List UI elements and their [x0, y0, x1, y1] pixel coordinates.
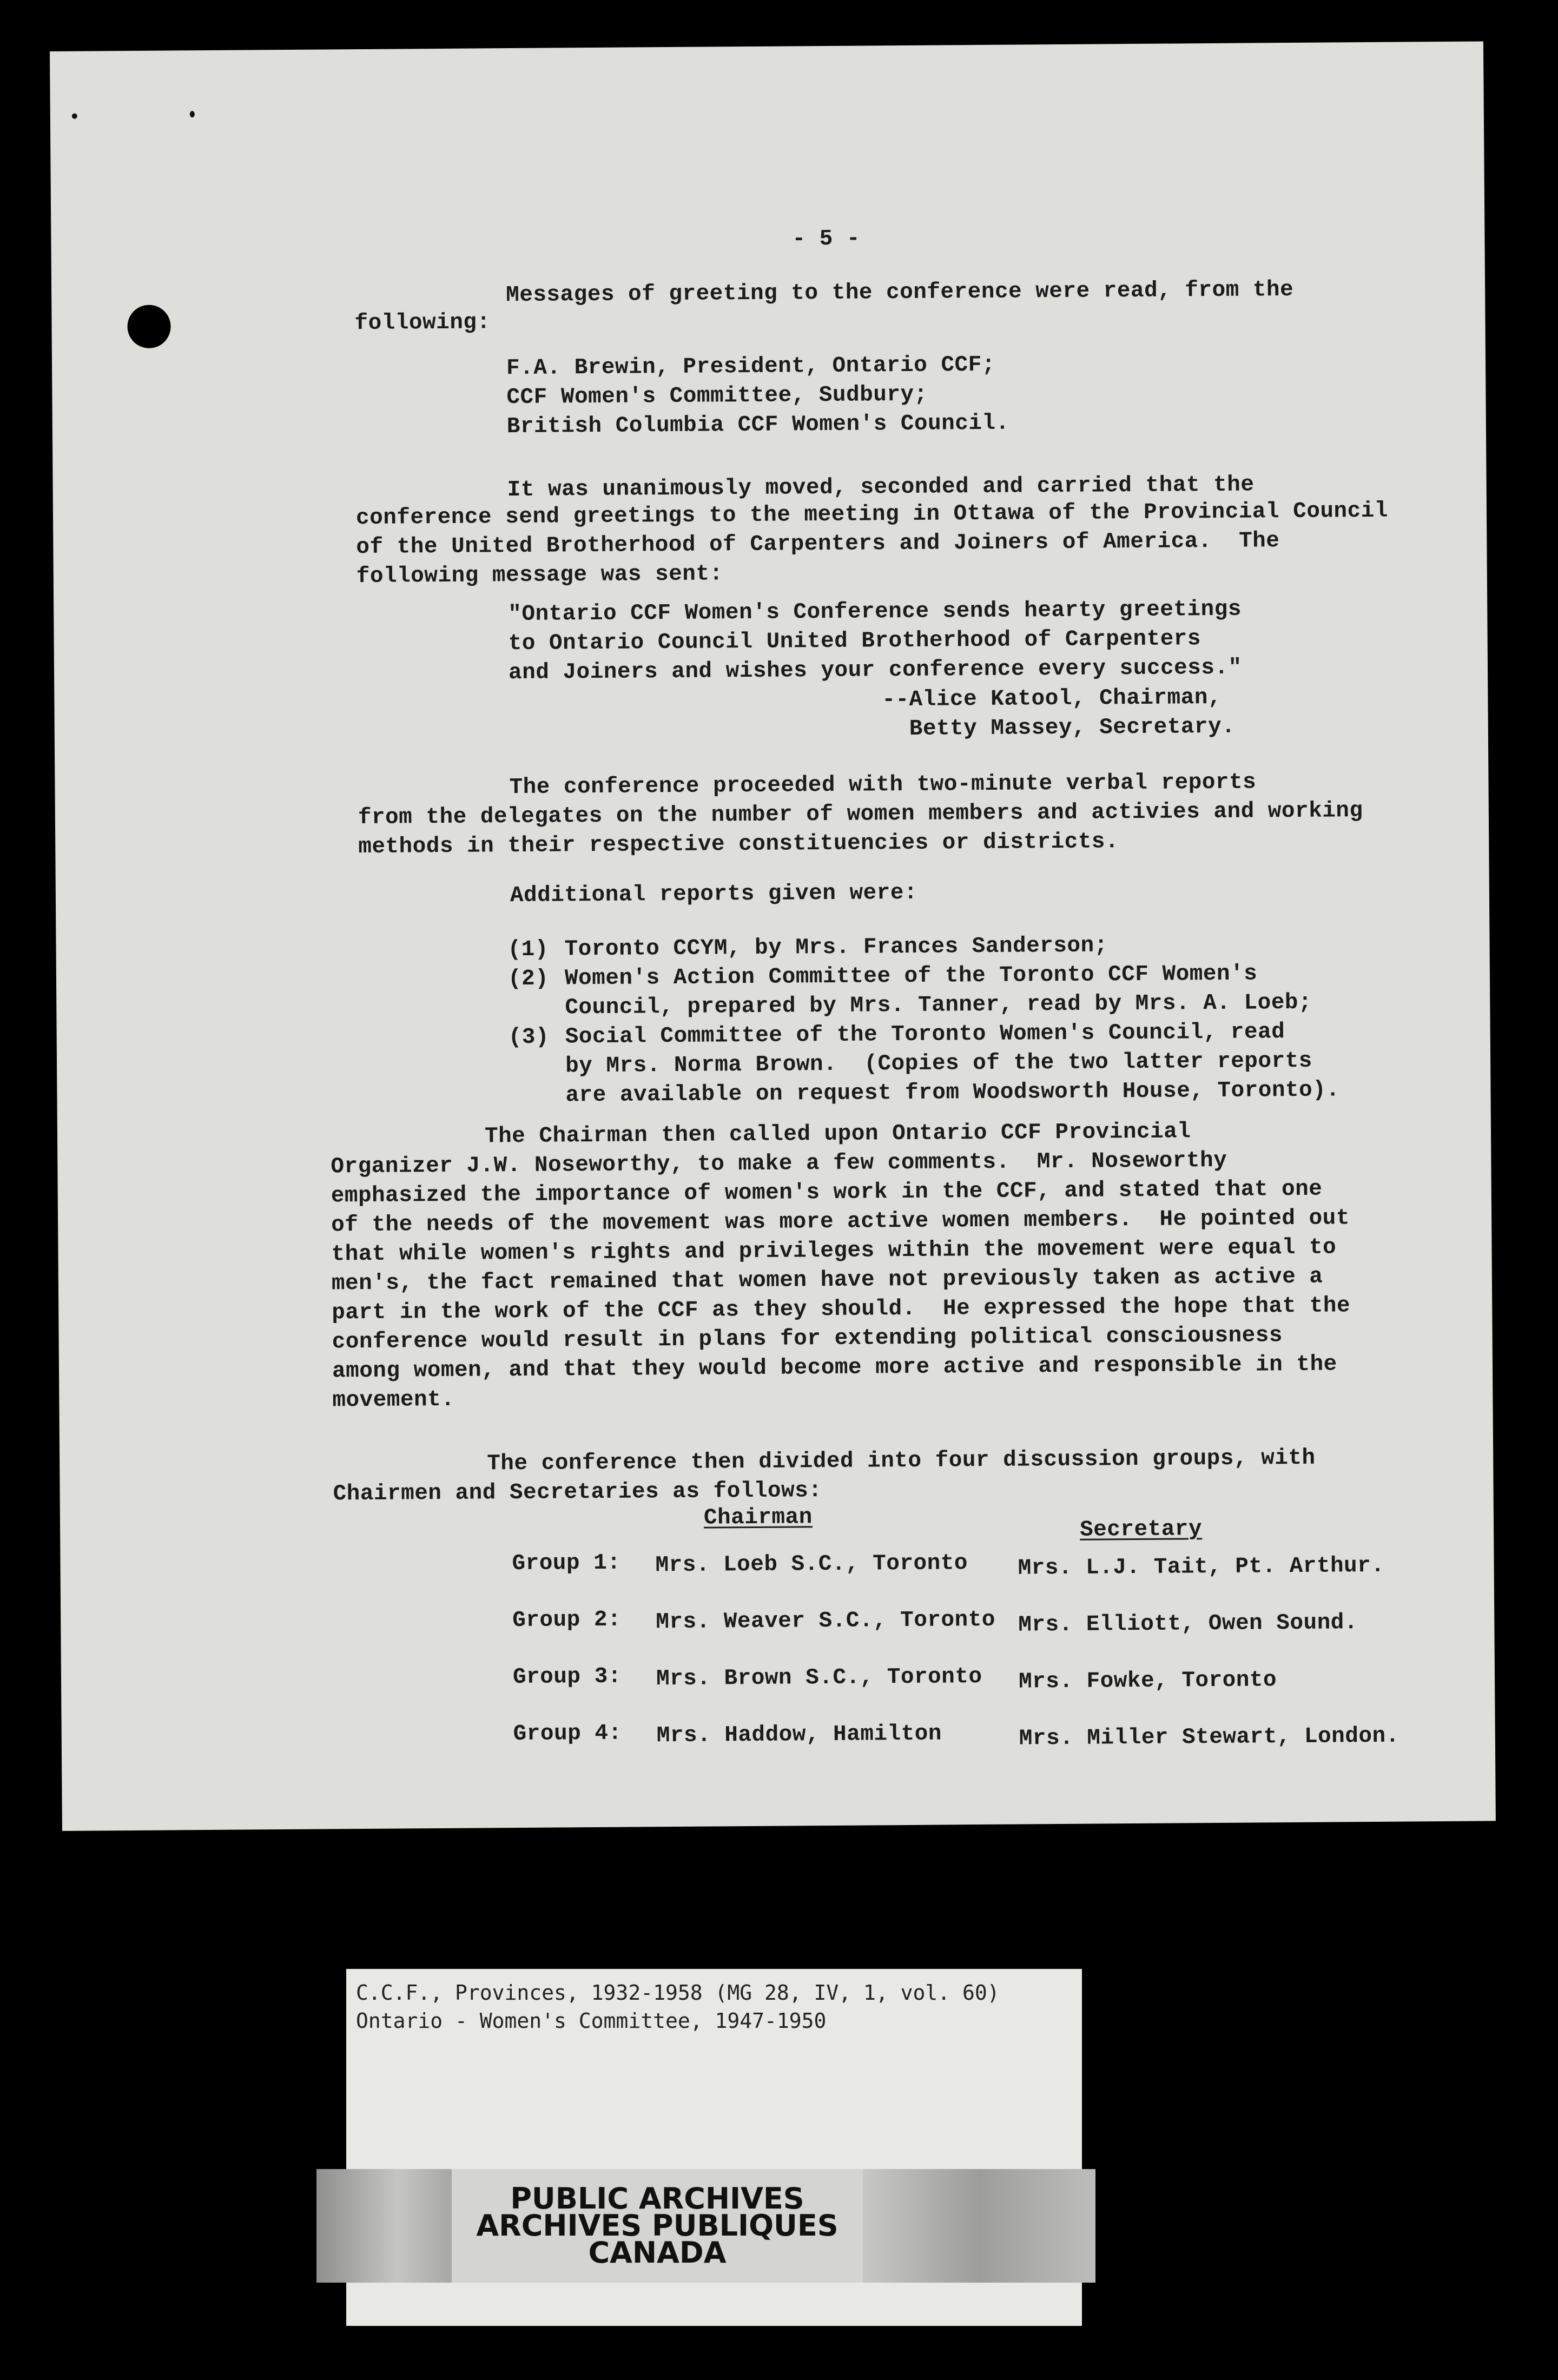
archive-reference [356, 1979, 1000, 2035]
chairman-paragraph [331, 1145, 1351, 1415]
stamp-line: ARCHIVES PUBLIQUES [476, 2209, 839, 2243]
chairman-line: The Chairman then called upon Ontario CCF Provincial [484, 1119, 1191, 1149]
message-line: "Ontario CCF Women's Conference sends hearty greetings [508, 597, 1242, 627]
group-chairman: Mrs. Weaver S.C., Toronto [656, 1607, 996, 1635]
greeting-sender: F.A. Brewin, President, Ontario CCF; [506, 352, 996, 381]
greeting-senders [506, 351, 1009, 441]
motion-paragraph [356, 497, 1389, 591]
groups-intro-line: The conference then divided into four discussion groups, with [487, 1445, 1316, 1477]
chairman-line: part in the work of the CCF as they should. He expressed the hope that the [332, 1293, 1351, 1326]
tape-strip [316, 2169, 452, 2283]
group-chairman: Mrs. Loeb S.C., Toronto [655, 1551, 968, 1578]
additional-heading: Additional reports given were: [510, 880, 918, 909]
message-signature: --Alice Katool, Chairman, [882, 685, 1222, 713]
groups-intro-line: Chairmen and Secretaries as follows: [333, 1478, 822, 1507]
chairman-line: Organizer J.W. Noseworthy, to make a few comments. Mr. Noseworthy [331, 1148, 1227, 1180]
greetings-intro-line: Messages of greeting to the conference were read, from the [506, 277, 1294, 308]
motion-line: of the United Brotherhood of Carpenters and Joiners of America. The [356, 528, 1280, 560]
chairman-line: among women, and that they would become more active and responsible in the [332, 1352, 1337, 1384]
archive-reference-line: Ontario - Women's Committee, 1947-1950 [356, 2009, 827, 2033]
reports-line: from the delegates on the number of women members and activies and working [358, 798, 1363, 831]
archive-reference-line: C.C.F., Provinces, 1932-1958 (MG 28, IV, 1, vol. 60) [356, 1981, 1000, 2005]
group-secretary: Mrs. Fowke, Toronto [1018, 1668, 1277, 1695]
report-number: (1) [507, 937, 549, 963]
group-label: Group 2: [512, 1607, 622, 1634]
quoted-message [508, 595, 1242, 687]
report-number: (3) [508, 1024, 550, 1050]
reports-line: methods in their respective constituencies or districts. [358, 829, 1119, 860]
stamp-line: CANADA [588, 2236, 727, 2270]
greetings-intro-line: following: [354, 310, 491, 336]
stamp-text [452, 2181, 863, 2270]
reports-line: The conference proceeded with two-minute verbal reports [509, 770, 1257, 801]
stamp-line: PUBLIC ARCHIVES [510, 2181, 804, 2216]
group-label: Group 4: [513, 1721, 622, 1747]
chairman-line: that while women's rights and privileges within the movement were equal to [331, 1235, 1337, 1267]
group-secretary: Mrs. Miller Stewart, London. [1019, 1723, 1399, 1751]
tape-strip [863, 2169, 1095, 2283]
chairman-line: of the needs of the movement was more active women members. He pointed out [331, 1206, 1350, 1238]
report-line: Social Committee of the Toronto Women's Council, read [565, 1020, 1285, 1050]
message-line: and Joiners and wishes your conference every success." [508, 655, 1242, 686]
secretary-column-header: Secretary [1079, 1517, 1203, 1543]
message-signature: Betty Massey, Secretary. [909, 714, 1236, 742]
message-line: to Ontario Council United Brotherhood of Carpenters [508, 626, 1201, 657]
chairman-line: men's, the fact remained that women have not previously taken as active a [331, 1264, 1323, 1297]
archives-stamp [316, 2169, 1095, 2283]
report-item [565, 959, 1312, 1023]
report-line: are available on request from Woodsworth House, Toronto). [565, 1077, 1340, 1108]
page-number: - 5 - [792, 226, 861, 252]
report-line: Council, prepared by Mrs. Tanner, read by Mrs. A. Loeb; [565, 990, 1312, 1021]
group-label: Group 3: [512, 1664, 622, 1690]
paper-speck [72, 114, 77, 119]
report-item [565, 1017, 1340, 1110]
motion-line: following message was sent: [356, 561, 723, 590]
reports-paragraph [358, 796, 1363, 862]
chairman-column-header: Chairman [703, 1505, 813, 1531]
chairman-line: movement. [332, 1387, 455, 1413]
group-chairman: Mrs. Brown S.C., Toronto [656, 1664, 982, 1692]
paper-speck [190, 111, 195, 117]
motion-line: It was unanimously moved, seconded and carried that the [507, 472, 1255, 503]
motion-line: conference send greetings to the meeting in Ottawa of the Provincial Council [355, 498, 1389, 531]
group-chairman: Mrs. Haddow, Hamilton [656, 1721, 942, 1749]
document-page [50, 41, 1496, 1830]
report-line: by Mrs. Norma Brown. (Copies of the two latter reports [565, 1048, 1312, 1079]
greeting-sender: British Columbia CCF Women's Council. [506, 411, 1009, 440]
greeting-sender: CCF Women's Committee, Sudbury; [506, 382, 928, 411]
group-secretary: Mrs. Elliott, Owen Sound. [1018, 1610, 1358, 1638]
punch-hole [127, 305, 171, 348]
chairman-line: emphasized the importance of women's work in the CCF, and stated that one [331, 1176, 1323, 1209]
chairman-line: conference would result in plans for extending political consciousness [332, 1323, 1283, 1355]
group-secretary: Mrs. L.J. Tait, Pt. Arthur. [1018, 1553, 1385, 1581]
report-line: Toronto CCYM, by Mrs. Frances Sanderson; [564, 933, 1108, 962]
group-label: Group 1: [512, 1550, 621, 1577]
report-line: Women's Action Committee of the Toronto CCF Women's [564, 961, 1258, 991]
report-number: (2) [507, 966, 549, 992]
